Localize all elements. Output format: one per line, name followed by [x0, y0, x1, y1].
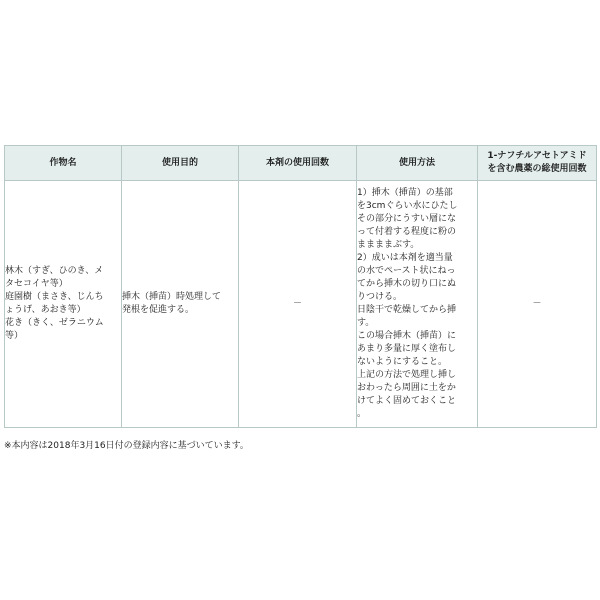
header-total-usage-count [478, 146, 597, 181]
method-line: この場合挿木（挿苗）に [357, 331, 457, 341]
usage-method-cell [357, 181, 478, 428]
pesticide-usage-table-container [4, 145, 596, 428]
crop-line: 等） [5, 331, 24, 341]
method-line: す。 [357, 318, 375, 328]
purpose-line: 挿木（挿苗）時処理して [122, 292, 222, 302]
method-line: 2）成いは本剤を適当量 [357, 253, 453, 263]
header-usage-count: 本剤の使用回数 [239, 146, 357, 181]
method-line: てから挿木の切り口にぬ [357, 279, 457, 289]
method-line: けてよく固めておくこと [357, 396, 457, 406]
method-line: 1）挿木（挿苗）の基部 [357, 188, 453, 198]
method-line: 日陰干で乾燥してから挿 [357, 305, 457, 315]
method-line: 上記の方法で処理し挿し [357, 370, 457, 380]
crop-line: 林木（すぎ、ひのき、メ [5, 266, 104, 276]
method-line: あまり多量に厚く塗布し [357, 344, 457, 354]
total-usage-count-cell: － [478, 181, 597, 428]
header-usage-method: 使用方法 [357, 146, 478, 181]
table-row [5, 181, 597, 428]
crop-line: ょうげ、あおき等） [5, 305, 86, 315]
method-line: って付着する程度に粉の [357, 227, 457, 237]
method-line: 。 [357, 409, 367, 419]
method-line: ないようにすること。 [357, 357, 448, 367]
method-line: を3cmぐらい水にひたし [357, 201, 458, 211]
header-crop-name: 作物名 [5, 146, 122, 181]
header-total-line-1: 1-ナフチルアセトアミド [487, 151, 587, 161]
purpose-line: 発根を促進する。 [122, 305, 195, 315]
crop-name-cell [5, 181, 122, 428]
crop-line: 庭園樹（まさき、じんち [5, 292, 104, 302]
header-usage-purpose: 使用目的 [122, 146, 239, 181]
method-line: の水でペースト状にねっ [357, 266, 456, 276]
method-line: りつける。 [357, 292, 403, 302]
crop-line: タセコイヤ等） [5, 279, 68, 289]
registration-footnote: ※本内容は2018年3月16日付の登録内容に基づいています。 [4, 441, 249, 451]
pesticide-usage-table [4, 145, 597, 428]
usage-count-cell: － [239, 181, 357, 428]
method-line: その部分にうすい層にな [357, 214, 457, 224]
crop-line: 花き（きく、ゼラニウム [5, 318, 104, 328]
method-line: ままままぶす。 [357, 240, 420, 250]
header-total-line-2: を含む農薬の総使用回数 [487, 164, 587, 174]
usage-purpose-cell [122, 181, 239, 428]
table-header-row [5, 146, 597, 181]
method-line: おわったら周囲に土をか [357, 383, 456, 393]
